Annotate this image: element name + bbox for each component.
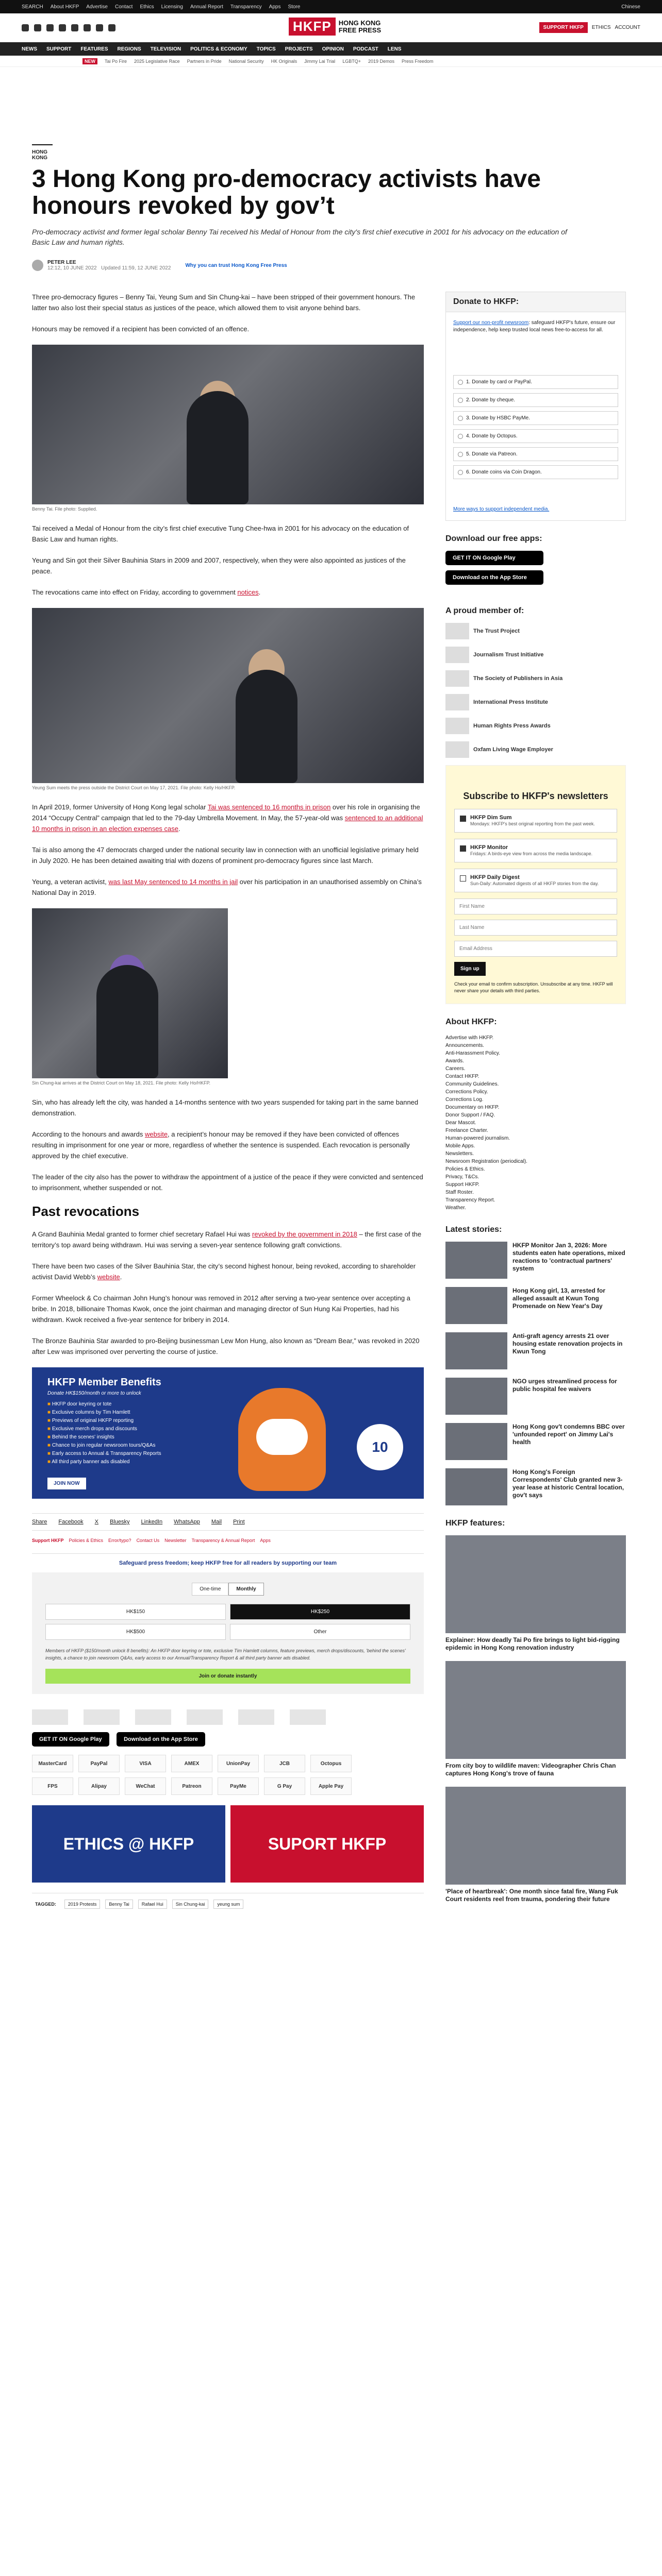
- feature-image[interactable]: [445, 1787, 626, 1885]
- paragraph: [32, 587, 424, 598]
- benefit-item: ■ Exclusive merch drops and discounts: [47, 1426, 408, 1432]
- paragraph: Tai received a Medal of Honour from the city’s first chief executive Tung Chee-hwa in 2001 for his advocacy on the education of Basic Law and human rights.: [32, 524, 409, 543]
- payment-logo: G Pay: [264, 1777, 305, 1795]
- topbar-link-about[interactable]: About HKFP: [50, 4, 79, 10]
- support-newsroom-link[interactable]: Support our non-profit newsroom: [453, 320, 529, 326]
- sidebar: [445, 292, 626, 1912]
- payment-logo: Octopus: [310, 1755, 352, 1772]
- photo-caption: Sin Chung-kai arrives at the District Court on May 18, 2021. File photo: Kelly Ho/HKFP.: [32, 1080, 210, 1086]
- benefit-item: ■ HKFP door keyring or tote: [47, 1401, 408, 1407]
- about-link[interactable]: Newsletters.: [445, 1151, 474, 1157]
- article-wrapper: [0, 144, 662, 1912]
- proud-member-heading: A proud member of:: [445, 606, 524, 615]
- amount-option[interactable]: HK$150: [45, 1604, 226, 1620]
- linkedin-icon[interactable]: [84, 24, 91, 31]
- paragraph: [32, 1129, 424, 1161]
- text: : safeguard HKFP's future, ensure our independence, help keep trusted local news free-to-access for all.: [453, 320, 616, 333]
- photo-caption: Benny Tai. File photo: Supplied.: [32, 506, 97, 512]
- payment-logo: Patreon: [171, 1777, 212, 1795]
- story-thumbnail[interactable]: [445, 1423, 507, 1460]
- payment-logo: Apple Pay: [310, 1777, 352, 1795]
- member-org[interactable]: [445, 694, 626, 710]
- about-link[interactable]: Anti-Harassment Policy.: [445, 1050, 500, 1056]
- member-logos-row: [32, 1709, 424, 1725]
- footer-link[interactable]: Transparency & Annual Report: [191, 1538, 255, 1543]
- tag[interactable]: yeung sum: [213, 1900, 243, 1909]
- benefit-item: ■ Early access to Annual & Transparency Reports: [47, 1451, 408, 1456]
- about-link[interactable]: Corrections Log.: [445, 1097, 484, 1103]
- text: over his role in organising the 2014 “Occupy Central” campaign that led to the 79-day Umbrella Movement. In May, the 57-year-old was: [32, 803, 420, 822]
- donate-option[interactable]: 5. Donate via Patreon.: [453, 447, 618, 461]
- about-link[interactable]: Corrections Policy.: [445, 1089, 488, 1095]
- share-bar: [32, 1513, 424, 1531]
- sidebar-google-play[interactable]: GET IT ON Google Play: [445, 551, 543, 565]
- sidebar-app-store[interactable]: Download on the App Store: [445, 570, 543, 585]
- member-title: HKFP Member Benefits: [47, 1377, 161, 1388]
- paragraph: Sin, who has already left the city, was handed a 14-months sentence with two years suspended for taking part in the same banned demonstration.: [32, 1098, 419, 1117]
- latest-story[interactable]: [445, 1242, 626, 1279]
- hui-revoked-link[interactable]: revoked by the government in 2018: [252, 1230, 357, 1238]
- paragraph: The Bronze Bauhinia Star awarded to pro-Beijing businessman Lew Mon Hung, also known as “Dream Bear,” was revoked in 2020 after Lew was imprisoned over perverting the course of justice.: [32, 1337, 420, 1355]
- member-org[interactable]: [445, 670, 626, 687]
- about-link[interactable]: Newsroom Registration (periodical).: [445, 1159, 527, 1164]
- footer-link[interactable]: Apps: [260, 1538, 271, 1543]
- about-link[interactable]: Careers.: [445, 1066, 466, 1072]
- language-link[interactable]: Chinese: [621, 4, 640, 10]
- payment-logo: PayMe: [218, 1777, 259, 1795]
- about-link[interactable]: Mobile Apps.: [445, 1143, 475, 1149]
- author-avatar: [32, 260, 43, 271]
- email-input[interactable]: Email Address: [454, 941, 617, 957]
- about-heading: About HKFP:: [445, 1018, 497, 1026]
- paragraph: [32, 1229, 424, 1250]
- paragraph: Former Wheelock & Co chairman John Hung’s honour was removed in 2012 after serving a two-year sentence over accepting a bribe. In 2018, billionaire Thomas Kwok, once the joint chairman and managing director of Sun Hung Kai Properties, had his withdrawn. Kwok received a five-year sentence for bribery in 2014.: [32, 1294, 410, 1324]
- payment-logo: JCB: [264, 1755, 305, 1772]
- tag[interactable]: 2019 Protests: [64, 1900, 101, 1909]
- trending-item[interactable]: National Security: [228, 58, 264, 64]
- latest-story[interactable]: [445, 1423, 626, 1460]
- youtube-icon[interactable]: [71, 24, 78, 31]
- text: – the first case of the territory’s top award being withdrawn. Hui was serving a seven-year sentence following graft convictions.: [32, 1230, 422, 1249]
- nav-support[interactable]: SUPPORT: [46, 46, 72, 52]
- newsletter-heading: Subscribe to HKFP's newsletters: [463, 791, 608, 801]
- social-icons: [22, 24, 115, 31]
- latest-stories: [445, 1225, 626, 1505]
- mail-icon[interactable]: [108, 24, 115, 31]
- nav-television[interactable]: TELEVISION: [150, 46, 181, 52]
- share-whatsapp[interactable]: WhatsApp: [174, 1519, 200, 1525]
- payment-logo: FPS: [32, 1777, 73, 1795]
- facebook-icon[interactable]: [22, 24, 29, 31]
- member-org[interactable]: [445, 718, 626, 734]
- text: .: [178, 825, 180, 833]
- main-nav: [0, 42, 662, 56]
- about-link[interactable]: Advertise with HKFP.: [445, 1035, 494, 1041]
- logo-text: [339, 20, 381, 34]
- benefit-item: ■ Chance to join regular newsroom tours/Q&As: [47, 1443, 408, 1448]
- about-link[interactable]: Support HKFP.: [445, 1182, 479, 1188]
- share-label: Share: [32, 1519, 47, 1525]
- feature-title[interactable]: 'Place of heartbreak': One month since fatal fire, Wang Fuk Court residents reel from trauma, pondering their future: [445, 1888, 618, 1903]
- partner-logo: [32, 1709, 68, 1725]
- payment-methods: [32, 1755, 424, 1795]
- payment-logo: Alipay: [78, 1777, 120, 1795]
- share-mail[interactable]: Mail: [211, 1519, 222, 1525]
- article-body: [32, 292, 424, 1912]
- text: over his participation in an unauthorised assembly on China’s National Day in 2019.: [32, 878, 422, 896]
- photo-benny-tai: [32, 345, 424, 504]
- more-ways-link[interactable]: More ways to support independent media.: [453, 506, 550, 512]
- logo-text-line1: HONG KONG: [338, 19, 381, 27]
- story-title[interactable]: Hong Kong girl, 13, arrested for alleged assault at Kwun Tong Promenade on New Year's Day: [512, 1287, 606, 1310]
- share-print[interactable]: Print: [233, 1519, 245, 1525]
- trending-item[interactable]: Partners in Pride: [187, 58, 222, 64]
- benefit-item: ■ All third party banner ads disabled: [47, 1459, 408, 1465]
- paragraph: Tai is also among the 47 democrats charged under the national security law in connection with an unofficial legislative primary held in July 2020. He has been detained awaiting trial with dozens of prominent pro-democracy figures since last March.: [32, 846, 419, 865]
- story-title[interactable]: NGO urges streamlined process for public hospital fee waivers: [512, 1378, 617, 1393]
- topbar-link-store[interactable]: Store: [288, 4, 301, 10]
- footer-link[interactable]: Support HKFP: [32, 1538, 64, 1543]
- paragraph: Yeung and Sin got their Silver Bauhinia Stars in 2009 and 2007, respectively, when they were also appointed as justices of the peace.: [32, 556, 406, 575]
- story-thumbnail[interactable]: [445, 1468, 507, 1505]
- paragraph: The leader of the city also has the power to withdraw the appointment of a justice of the peace if they were convicted and sentenced to imprisonment, whether suspended or not.: [32, 1173, 423, 1192]
- about-link[interactable]: Weather.: [445, 1205, 466, 1211]
- payment-logo: MasterCard: [32, 1755, 73, 1772]
- topbar-link-apps[interactable]: Apps: [269, 4, 281, 10]
- notices-link[interactable]: notices: [237, 588, 259, 596]
- sentence-link[interactable]: Tai was sentenced to 16 months in prison: [207, 803, 331, 811]
- about-link[interactable]: Contact HKFP.: [445, 1074, 479, 1079]
- story-title[interactable]: HKFP Monitor Jan 3, 2026: More students eaten hate operations, mixed reactions to 'contractual partners' system: [512, 1242, 625, 1272]
- payment-logo: WeChat: [125, 1777, 166, 1795]
- newsletter-desc: Fridays: A birds-eye view from across the media landscape.: [470, 851, 593, 856]
- text: The revocations came into effect on Friday, according to government: [32, 588, 238, 596]
- ethics-link[interactable]: ETHICS: [591, 25, 611, 30]
- about-link[interactable]: Freelance Charter.: [445, 1128, 488, 1133]
- newsletter-widget: [445, 765, 626, 1004]
- photo-yeung-sum: [32, 608, 424, 783]
- last-name-input[interactable]: Last Name: [454, 920, 617, 936]
- latest-story[interactable]: [445, 1378, 626, 1415]
- threads-icon[interactable]: [59, 24, 66, 31]
- tag[interactable]: Sin Chung-kai: [172, 1900, 209, 1909]
- topbar-link-advertise[interactable]: Advertise: [86, 4, 108, 10]
- about-link[interactable]: Awards.: [445, 1058, 464, 1064]
- byline: [32, 260, 630, 271]
- trending-item[interactable]: Jimmy Lai Trial: [304, 58, 336, 64]
- monthly-tab[interactable]: Monthly: [228, 1583, 263, 1596]
- nav-regions[interactable]: REGIONS: [117, 46, 141, 52]
- footer-link[interactable]: Newsletter: [164, 1538, 187, 1543]
- feature-title[interactable]: From city boy to wildlife maven: Videographer Chris Chan captures Hong Kong's trove of fauna: [445, 1762, 616, 1777]
- header: [0, 13, 662, 42]
- nav-features[interactable]: FEATURES: [80, 46, 108, 52]
- footer-link[interactable]: Error/typo?: [108, 1538, 131, 1543]
- partner-logo: [238, 1709, 274, 1725]
- paragraph: Three pro-democracy figures – Benny Tai, Yeung Sum and Sin Chung-kai – have been stripped of their government honours. The latter two also lost their special status as justices of the peace, which allowed them to visit anyone behind bars.: [32, 293, 416, 312]
- telegram-icon[interactable]: [96, 24, 103, 31]
- paragraph: [32, 876, 424, 898]
- about-widget: [445, 1018, 626, 1212]
- support-button[interactable]: SUPPORT HKFP: [539, 22, 588, 33]
- nav-lens[interactable]: LENS: [387, 46, 402, 52]
- story-title[interactable]: Anti-graft agency arrests 21 over housing estate renovation projects in Kwun Tong: [512, 1332, 623, 1355]
- app-store-button[interactable]: Download on the App Store: [117, 1732, 205, 1747]
- member-org-name: Oxfam Living Wage Employer: [473, 747, 553, 753]
- text: Yeung, a veteran activist,: [32, 878, 109, 886]
- feature-story[interactable]: [445, 1661, 626, 1777]
- checkbox-icon[interactable]: [460, 875, 466, 882]
- about-link[interactable]: Privacy, T&Cs.: [445, 1174, 479, 1180]
- partner-logo: [84, 1709, 120, 1725]
- x-icon[interactable]: [34, 24, 41, 31]
- member-subtitle: Donate HK$150/month or more to unlock: [47, 1391, 141, 1396]
- newsletter-name: HKFP Daily Digest: [470, 874, 520, 880]
- nav-topics[interactable]: TOPICS: [256, 46, 276, 52]
- footer-link[interactable]: Contact Us: [136, 1538, 160, 1543]
- story-thumbnail[interactable]: [445, 1332, 507, 1369]
- newsletter-desc: Sun-Daily: Automated digests of all HKFP stories from the day.: [470, 881, 599, 886]
- about-link[interactable]: Human-powered journalism.: [445, 1136, 510, 1141]
- anniversary-badge: 10: [357, 1424, 403, 1470]
- amount-option[interactable]: Other: [230, 1624, 410, 1640]
- trust-link[interactable]: Why you can trust Hong Kong Free Press: [185, 262, 287, 268]
- story-thumbnail[interactable]: [445, 1287, 507, 1324]
- topbar-link-licensing[interactable]: Licensing: [161, 4, 183, 10]
- checkbox-checked-icon[interactable]: [460, 816, 466, 822]
- share-facebook[interactable]: Facebook: [58, 1519, 84, 1525]
- checkbox-checked-icon[interactable]: [460, 845, 466, 852]
- story-thumbnail[interactable]: [445, 1378, 507, 1415]
- one-time-tab[interactable]: One-time: [192, 1583, 228, 1596]
- trending-item[interactable]: 2019 Demos: [368, 58, 394, 64]
- member-org-name: Human Rights Press Awards: [473, 723, 551, 729]
- about-link[interactable]: Announcements.: [445, 1043, 485, 1048]
- features-widget: [445, 1519, 626, 1903]
- story-thumbnail[interactable]: [445, 1242, 507, 1279]
- instagram-icon[interactable]: [46, 24, 54, 31]
- ad-space: [0, 67, 662, 144]
- donate-widget: [445, 292, 626, 521]
- account-link[interactable]: ACCOUNT: [615, 25, 640, 30]
- share-linkedin[interactable]: LinkedIn: [141, 1519, 163, 1525]
- topbar-link-ethics[interactable]: Ethics: [140, 4, 154, 10]
- search-link[interactable]: SEARCH: [22, 4, 43, 10]
- topbar-link-annual[interactable]: Annual Report: [190, 4, 223, 10]
- first-name-input[interactable]: First Name: [454, 899, 617, 914]
- apps-heading: Download our free apps:: [445, 534, 542, 543]
- ethics-banner[interactable]: ETHICS @ HKFP: [32, 1805, 225, 1883]
- features-heading: HKFP features:: [445, 1519, 505, 1528]
- join-donate-button[interactable]: Join or donate instantly: [45, 1669, 410, 1684]
- member-org-name: The Society of Publishers in Asia: [473, 675, 563, 682]
- honours-website-link[interactable]: website: [144, 1130, 168, 1138]
- top-utility-bar: [0, 0, 662, 13]
- member-org-name: Journalism Trust Initiative: [473, 652, 544, 658]
- about-link[interactable]: Transparency Report.: [445, 1197, 495, 1203]
- trending-item[interactable]: Press Freedom: [401, 58, 434, 64]
- logo-text-line2: FREE PRESS: [338, 26, 382, 34]
- text: In April 2019, former University of Hong Kong legal scholar: [32, 803, 208, 811]
- newsletter-name: HKFP Monitor: [470, 844, 508, 851]
- donate-form: [32, 1572, 424, 1694]
- amount-option[interactable]: HK$500: [45, 1624, 226, 1640]
- section-heading: Past revocations: [32, 1204, 140, 1219]
- benefit-item: ■ Previews of original HKFP reporting: [47, 1418, 408, 1423]
- latest-story[interactable]: [445, 1468, 626, 1505]
- author-name[interactable]: PETER LEE: [47, 260, 76, 265]
- payment-logo: UnionPay: [218, 1755, 259, 1772]
- election-case-link[interactable]: sentenced to an additional 10 months in prison in an election expenses case: [32, 814, 423, 833]
- paragraph: [32, 1261, 424, 1282]
- updated-date: Updated 11:59, 12 JUNE 2022: [101, 265, 171, 271]
- feature-title[interactable]: Explainer: How deadly Tai Po fire brings to light bid-rigging epidemic in Hong Kong renovation industry: [445, 1636, 620, 1651]
- text: , a recipient’s honour may be removed if they have been convicted of offences resulting in imprisonment for one year or more, regardless of whether the sentence is suspended. Each revocation is personally approved by the chief executive.: [32, 1130, 410, 1160]
- trending-item[interactable]: 2025 Legislative Race: [134, 58, 180, 64]
- article-title: 3 Hong Kong pro-democracy activists have honours revoked by gov’t: [32, 165, 541, 219]
- text: .: [120, 1273, 122, 1281]
- feature-story[interactable]: [445, 1787, 626, 1903]
- member-benefits-banner[interactable]: [32, 1367, 424, 1499]
- signup-button[interactable]: Sign up: [454, 962, 486, 976]
- payment-logo: AMEX: [171, 1755, 212, 1772]
- photo-caption: Yeung Sum meets the press outside the District Court on May 17, 2021. File photo: Kelly Ho/HKFP.: [32, 785, 236, 790]
- member-org[interactable]: [445, 623, 626, 639]
- paragraph: [32, 802, 424, 834]
- donate-option[interactable]: 4. Donate by Octopus.: [453, 429, 618, 443]
- logo-mark: HKFP: [289, 18, 336, 36]
- benefit-item: ■ Behind the scenes' insights: [47, 1434, 408, 1440]
- nav-news[interactable]: NEWS: [22, 46, 37, 52]
- photo-sin-chung-kai: [32, 908, 228, 1078]
- newsletter-option[interactable]: [454, 869, 617, 892]
- newsletter-name: HKFP Dim Sum: [470, 815, 512, 821]
- trending-nav: [0, 56, 662, 67]
- tags-row: [32, 1893, 424, 1909]
- text: A Grand Bauhinia Medal granted to former chief secretary Rafael Hui was: [32, 1230, 253, 1238]
- article-category[interactable]: HONG KONG: [32, 144, 53, 161]
- donate-option[interactable]: 3. Donate by HSBC PayMe.: [453, 411, 618, 425]
- article-subtitle: Pro-democracy activist and former legal scholar Benny Tai received his Medal of Honour from the city's first chief executive in 2001 for his advocacy on the education of Basic Law and human rights.: [32, 228, 567, 246]
- join-now-button[interactable]: JOIN NOW: [47, 1478, 86, 1489]
- share-bluesky[interactable]: Bluesky: [110, 1519, 130, 1525]
- tag[interactable]: Rafael Hui: [138, 1900, 167, 1909]
- yeung-sentence-link[interactable]: was last May sentenced to 14 months in jail: [108, 878, 238, 886]
- donate-description: Members of HKFP ($150/month unlock 8 benefits): An HKFP door keyring or tote, exclusive Tim Hamlett columns, feature previews, merch drops/discounts, 'behind the scenes' insights, a chance to join newsroom Q&As, early access to our Annual/Transparency Report & all third party banner ads disabled.: [45, 1648, 406, 1660]
- feature-image[interactable]: [445, 1661, 626, 1759]
- payment-logo: VISA: [125, 1755, 166, 1772]
- tags-label: TAGGED:: [35, 1902, 56, 1907]
- newsletter-desc: Mondays: HKFP's best original reporting from the past week.: [470, 821, 595, 826]
- nav-podcast[interactable]: PODCAST: [353, 46, 378, 52]
- about-link[interactable]: Staff Roster.: [445, 1190, 474, 1195]
- tag[interactable]: Benny Tai: [105, 1900, 133, 1909]
- text: According to the honours and awards: [32, 1130, 145, 1138]
- amount-option-selected[interactable]: HK$250: [230, 1604, 410, 1620]
- partner-logo: [135, 1709, 171, 1725]
- nav-projects[interactable]: PROJECTS: [285, 46, 313, 52]
- payment-logo: PayPal: [78, 1755, 120, 1772]
- topbar-link-transparency[interactable]: Transparency: [230, 4, 262, 10]
- newsletter-option[interactable]: [454, 839, 617, 862]
- nav-politics[interactable]: POLITICS & ECONOMY: [190, 46, 247, 52]
- site-logo[interactable]: [289, 18, 381, 36]
- benefit-item: ■ Exclusive columns by Tim Hamlett: [47, 1410, 408, 1415]
- feature-image[interactable]: [445, 1535, 626, 1633]
- promo-banners: [32, 1805, 424, 1883]
- about-link[interactable]: Documentary on HKFP.: [445, 1105, 500, 1110]
- story-title[interactable]: Hong Kong's Foreign Correspondents' Club granted new 3-year lease at historic Central location, gov't says: [512, 1468, 624, 1499]
- feature-story[interactable]: [445, 1535, 626, 1652]
- about-link[interactable]: Donor Support / FAQ.: [445, 1112, 495, 1118]
- member-org[interactable]: [445, 741, 626, 758]
- donate-text: [453, 319, 618, 334]
- support-banner[interactable]: SUPORT HKFP: [230, 1805, 424, 1883]
- donate-option[interactable]: 6. Donate coins via Coin Dragon.: [453, 465, 618, 479]
- google-play-button[interactable]: GET IT ON Google Play: [32, 1732, 109, 1747]
- new-badge: NEW: [82, 58, 97, 64]
- nav-opinion[interactable]: OPINION: [322, 46, 344, 52]
- text: .: [258, 588, 261, 596]
- about-link[interactable]: Community Guidelines.: [445, 1081, 499, 1087]
- webb-website-link[interactable]: website: [97, 1273, 120, 1281]
- benefits-list: [47, 1401, 408, 1465]
- member-org-name: The Trust Project: [473, 628, 520, 634]
- member-org[interactable]: [445, 647, 626, 663]
- newsletter-note: Check your email to confirm subscription. Unsubscribe at any time. HKFP will never share your details with third parties.: [454, 981, 613, 993]
- footer-link[interactable]: Policies & Ethics: [69, 1538, 104, 1543]
- trending-item[interactable]: Tai Po Fire: [105, 58, 127, 64]
- member-org-name: International Press Institute: [473, 699, 548, 705]
- newsletter-option[interactable]: [454, 809, 617, 833]
- trending-item[interactable]: HK Originals: [271, 58, 297, 64]
- donate-heading: Donate to HKFP:: [446, 292, 625, 312]
- partner-logo: [187, 1709, 223, 1725]
- share-x[interactable]: X: [94, 1519, 99, 1525]
- donate-option[interactable]: 1. Donate by card or PayPal.: [453, 375, 618, 389]
- text: There have been two cases of the Silver Bauhinia Star, the city’s second highest honour, being revoked, according to shareholder activist David Webb’s: [32, 1262, 416, 1281]
- safeguard-heading: Safeguard press freedom; keep HKFP free for all readers by supporting our team: [32, 1553, 424, 1572]
- donate-option[interactable]: 2. Donate by cheque.: [453, 393, 618, 407]
- latest-heading: Latest stories:: [445, 1225, 502, 1234]
- about-link[interactable]: Dear Mascot.: [445, 1120, 476, 1126]
- trending-item[interactable]: LGBTQ+: [342, 58, 361, 64]
- about-link[interactable]: Policies & Ethics.: [445, 1166, 485, 1172]
- story-title[interactable]: Hong Kong gov't condemns BBC over 'unfounded report' on Jimmy Lai's health: [512, 1423, 625, 1446]
- footer-links: [32, 1538, 424, 1543]
- latest-story[interactable]: [445, 1332, 626, 1369]
- publish-date: 12:12, 10 JUNE 2022: [47, 265, 97, 271]
- topbar-link-contact[interactable]: Contact: [114, 4, 133, 10]
- latest-story[interactable]: [445, 1287, 626, 1324]
- partner-logo: [290, 1709, 326, 1725]
- mascot-image: [238, 1388, 326, 1491]
- paragraph: Honours may be removed if a recipient has been convicted of an offence.: [32, 325, 250, 333]
